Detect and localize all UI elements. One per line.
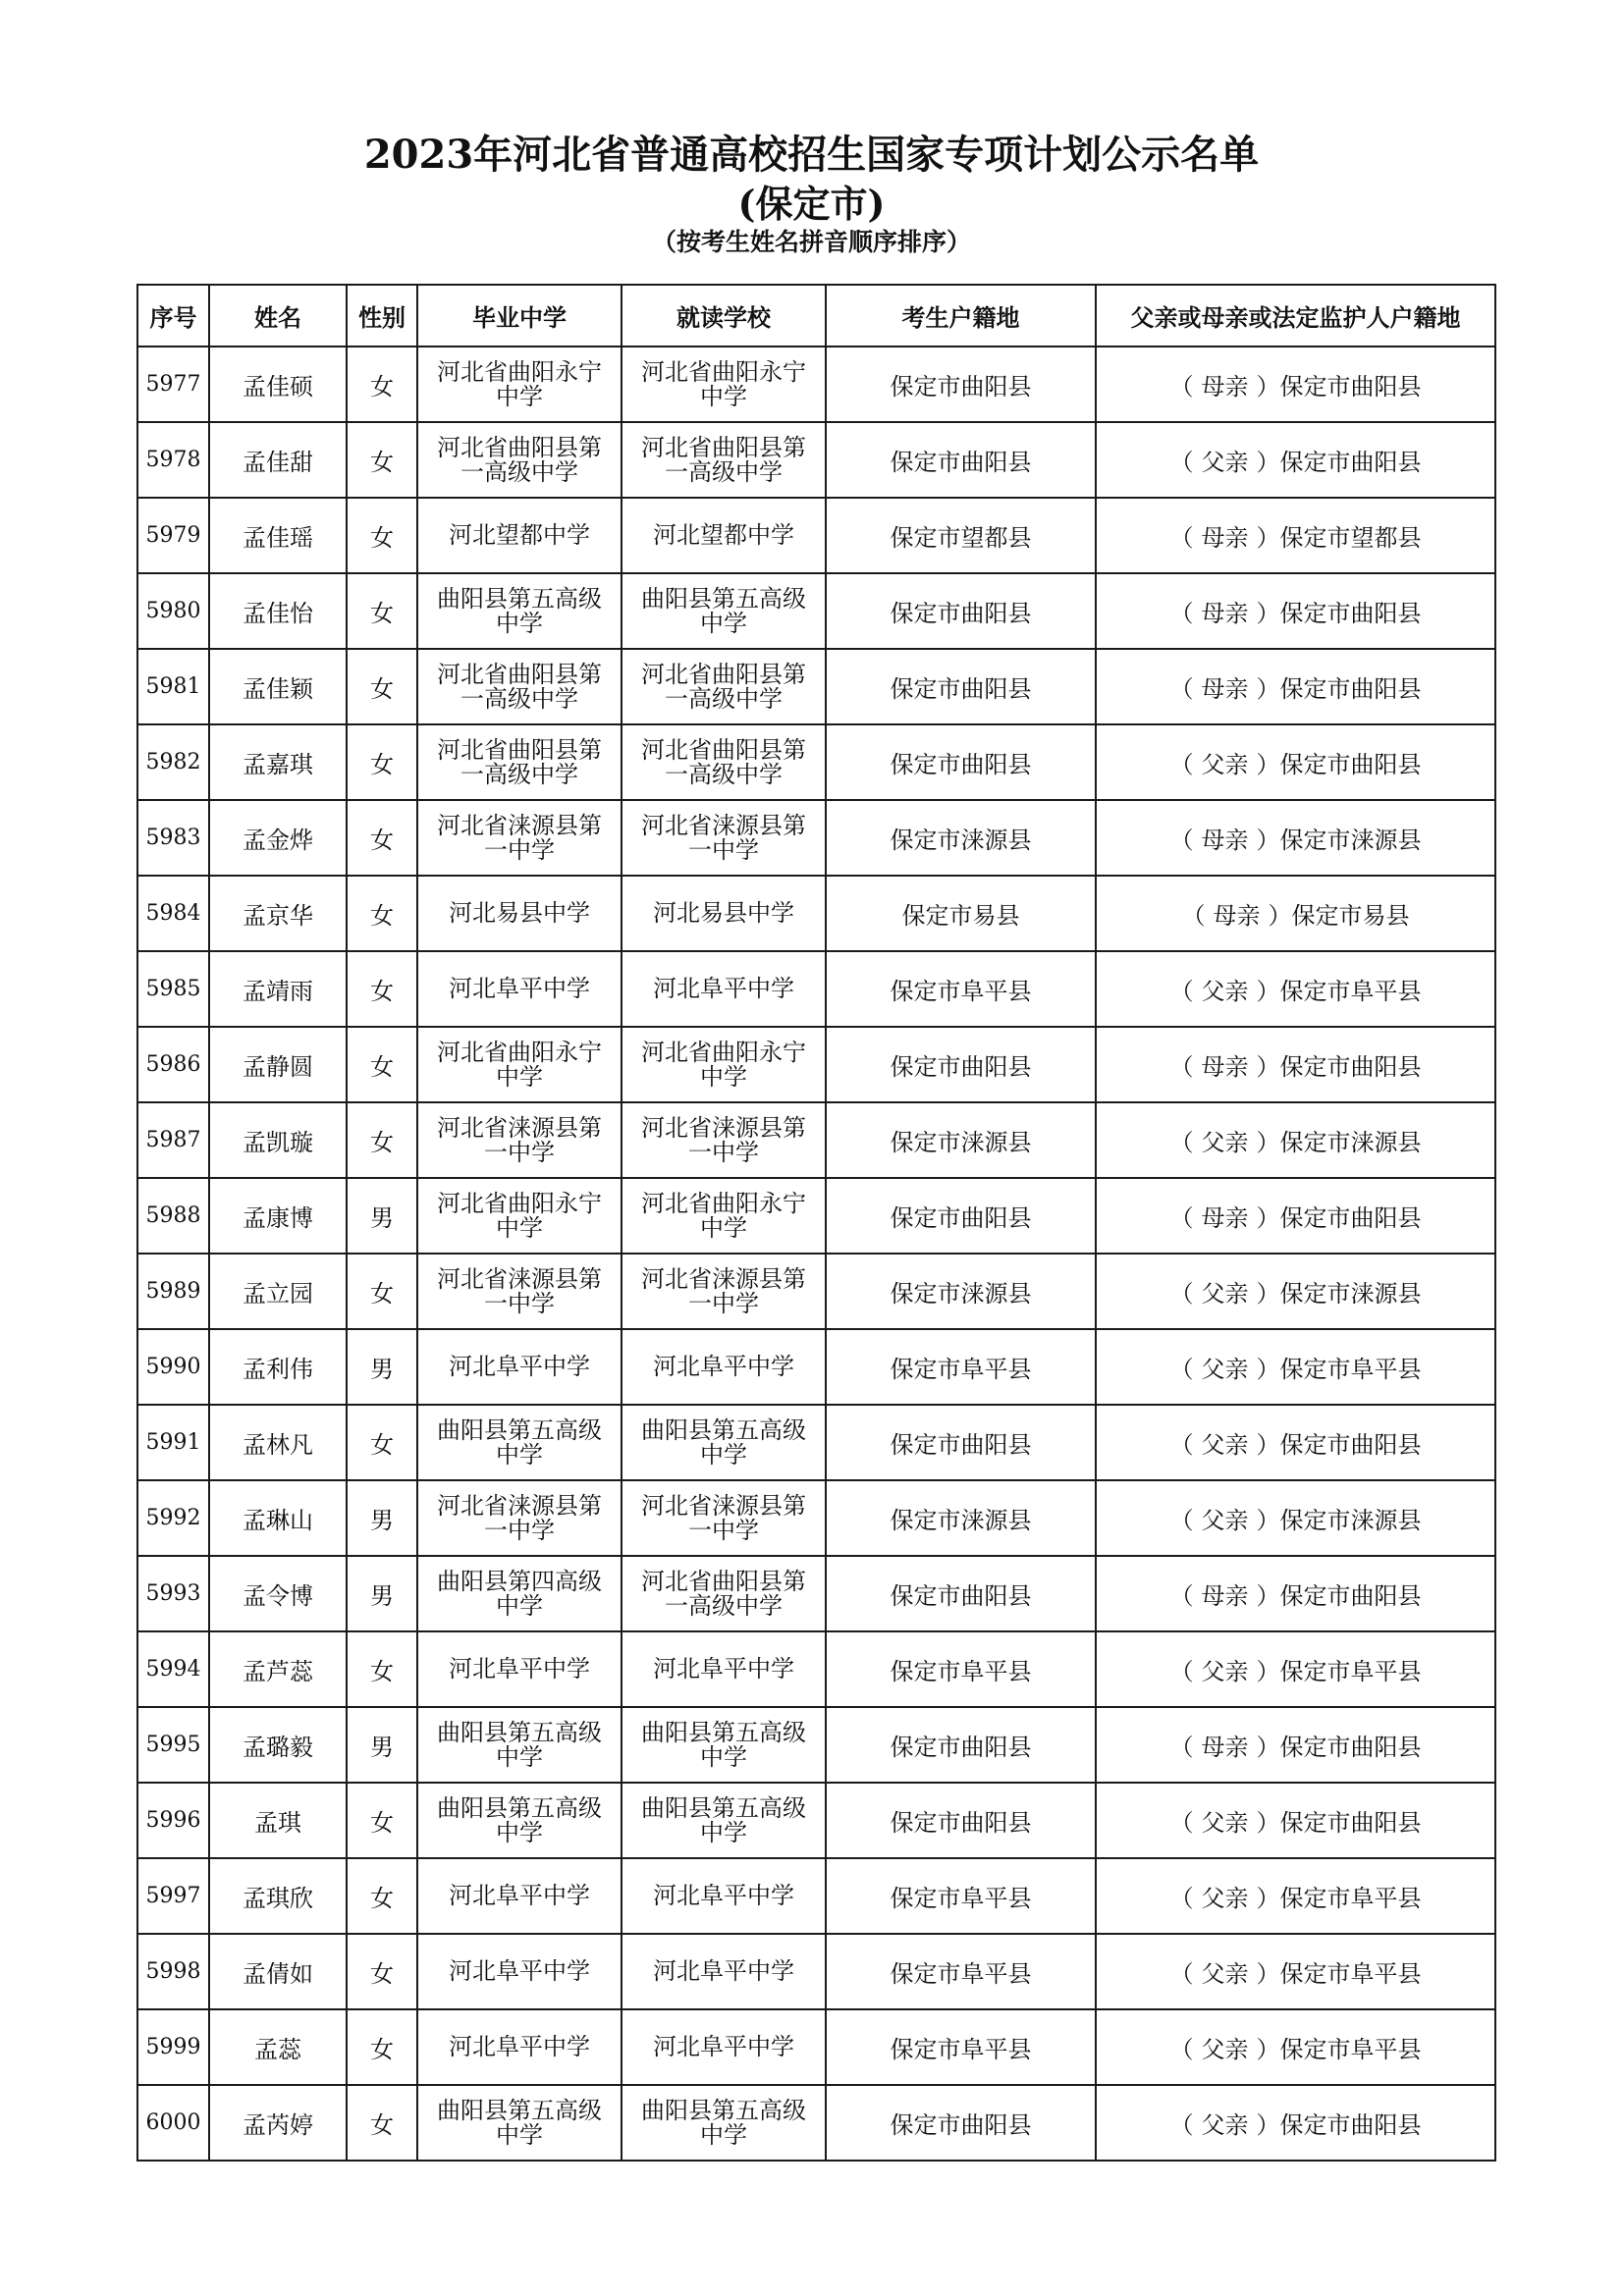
cell-parent-hukou: （ 母亲 ）保定市曲阳县 bbox=[1096, 1707, 1495, 1783]
cell-current-school: 河北省曲阳县第一高级中学 bbox=[622, 422, 826, 498]
parent-relation: 父亲 bbox=[1201, 751, 1249, 778]
cell-graduation-school: 曲阳县第四高级中学 bbox=[417, 1556, 622, 1631]
cell-graduation-school: 河北阜平中学 bbox=[417, 1631, 622, 1707]
cell-gender: 女 bbox=[347, 347, 417, 422]
cell-graduation-school: 河北阜平中学 bbox=[417, 2009, 622, 2085]
cell-current-school: 河北省曲阳县第一高级中学 bbox=[622, 649, 826, 724]
cell-parent-hukou: （ 父亲 ）保定市涞源县 bbox=[1096, 1254, 1495, 1329]
cell-parent-hukou: （ 父亲 ）保定市阜平县 bbox=[1096, 1631, 1495, 1707]
cell-name: 孟靖雨 bbox=[209, 951, 347, 1027]
cell-parent-hukou: （ 父亲 ）保定市阜平县 bbox=[1096, 1329, 1495, 1405]
cell-name: 孟静圆 bbox=[209, 1027, 347, 1102]
table-row bbox=[137, 2085, 1495, 2161]
cell-graduation-school: 曲阳县第五高级中学 bbox=[417, 573, 622, 649]
parent-relation: 父亲 bbox=[1201, 449, 1249, 476]
cell-serial: 5997 bbox=[137, 1858, 209, 1934]
cell-name: 孟佳硕 bbox=[209, 347, 347, 422]
table-row bbox=[137, 1027, 1495, 1102]
column-header: 父亲或母亲或法定监护人户籍地 bbox=[1096, 285, 1495, 347]
cell-name: 孟蕊 bbox=[209, 2009, 347, 2085]
table-row bbox=[137, 649, 1495, 724]
cell-student-hukou: 保定市望都县 bbox=[826, 498, 1096, 573]
parent-hukou-location: 保定市曲阳县 bbox=[1279, 600, 1422, 627]
cell-serial: 5984 bbox=[137, 876, 209, 951]
cell-name: 孟凯璇 bbox=[209, 1102, 347, 1178]
cell-current-school: 河北阜平中学 bbox=[622, 2009, 826, 2085]
parent-hukou-location: 保定市曲阳县 bbox=[1279, 373, 1422, 400]
cell-parent-hukou: （ 父亲 ）保定市涞源县 bbox=[1096, 1102, 1495, 1178]
parent-relation: 父亲 bbox=[1201, 1960, 1249, 1988]
column-header: 姓名 bbox=[209, 285, 347, 347]
parent-hukou-location: 保定市阜平县 bbox=[1279, 1658, 1422, 1685]
cell-parent-hukou: （ 父亲 ）保定市阜平县 bbox=[1096, 1934, 1495, 2009]
parent-hukou-location: 保定市阜平县 bbox=[1279, 1960, 1422, 1988]
cell-current-school: 河北省涞源县第一中学 bbox=[622, 1102, 826, 1178]
table-row bbox=[137, 1783, 1495, 1858]
cell-serial: 5986 bbox=[137, 1027, 209, 1102]
cell-current-school: 河北省曲阳永宁中学 bbox=[622, 1178, 826, 1254]
parent-relation: 父亲 bbox=[1201, 1129, 1249, 1156]
table-row bbox=[137, 573, 1495, 649]
parent-relation: 父亲 bbox=[1201, 2036, 1249, 2063]
cell-graduation-school: 河北阜平中学 bbox=[417, 1858, 622, 1934]
cell-parent-hukou: （ 母亲 ）保定市易县 bbox=[1096, 876, 1495, 951]
cell-gender: 女 bbox=[347, 498, 417, 573]
cell-graduation-school: 河北阜平中学 bbox=[417, 951, 622, 1027]
cell-serial: 5989 bbox=[137, 1254, 209, 1329]
cell-name: 孟璐毅 bbox=[209, 1707, 347, 1783]
cell-serial: 5991 bbox=[137, 1405, 209, 1480]
cell-student-hukou: 保定市阜平县 bbox=[826, 1329, 1096, 1405]
cell-student-hukou: 保定市曲阳县 bbox=[826, 1405, 1096, 1480]
cell-parent-hukou: （ 母亲 ）保定市曲阳县 bbox=[1096, 1027, 1495, 1102]
cell-serial: 5983 bbox=[137, 800, 209, 876]
parent-relation: 母亲 bbox=[1201, 827, 1249, 854]
parent-hukou-location: 保定市涞源县 bbox=[1279, 1129, 1422, 1156]
cell-serial: 5981 bbox=[137, 649, 209, 724]
cell-current-school: 河北省涞源县第一中学 bbox=[622, 1254, 826, 1329]
parent-relation: 父亲 bbox=[1201, 978, 1249, 1005]
cell-student-hukou: 保定市阜平县 bbox=[826, 951, 1096, 1027]
cell-parent-hukou: （ 父亲 ）保定市阜平县 bbox=[1096, 951, 1495, 1027]
sort-note: （按考生姓名拼音顺序排序） bbox=[651, 228, 971, 256]
parent-hukou-location: 保定市易县 bbox=[1291, 902, 1410, 930]
cell-student-hukou: 保定市曲阳县 bbox=[826, 347, 1096, 422]
cell-parent-hukou: （ 母亲 ）保定市涞源县 bbox=[1096, 800, 1495, 876]
cell-gender: 男 bbox=[347, 1480, 417, 1556]
cell-name: 孟林凡 bbox=[209, 1405, 347, 1480]
cell-graduation-school: 曲阳县第五高级中学 bbox=[417, 1405, 622, 1480]
cell-serial: 5987 bbox=[137, 1102, 209, 1178]
cell-parent-hukou: （ 父亲 ）保定市阜平县 bbox=[1096, 2009, 1495, 2085]
column-header: 考生户籍地 bbox=[826, 285, 1096, 347]
cell-current-school: 河北省曲阳县第一高级中学 bbox=[622, 1556, 826, 1631]
parent-relation: 父亲 bbox=[1201, 1356, 1249, 1383]
parent-hukou-location: 保定市曲阳县 bbox=[1279, 751, 1422, 778]
cell-current-school: 河北阜平中学 bbox=[622, 1934, 826, 2009]
cell-parent-hukou: （ 父亲 ）保定市阜平县 bbox=[1096, 1858, 1495, 1934]
cell-gender: 女 bbox=[347, 1858, 417, 1934]
cell-parent-hukou: （ 父亲 ）保定市曲阳县 bbox=[1096, 1405, 1495, 1480]
parent-hukou-location: 保定市涞源县 bbox=[1279, 827, 1422, 854]
cell-student-hukou: 保定市曲阳县 bbox=[826, 649, 1096, 724]
cell-serial: 5996 bbox=[137, 1783, 209, 1858]
cell-current-school: 河北易县中学 bbox=[622, 876, 826, 951]
parent-hukou-location: 保定市阜平县 bbox=[1279, 978, 1422, 1005]
cell-parent-hukou: （ 母亲 ）保定市曲阳县 bbox=[1096, 1178, 1495, 1254]
cell-current-school: 曲阳县第五高级中学 bbox=[622, 1405, 826, 1480]
cell-graduation-school: 曲阳县第五高级中学 bbox=[417, 1783, 622, 1858]
cell-student-hukou: 保定市曲阳县 bbox=[826, 573, 1096, 649]
cell-gender: 女 bbox=[347, 1405, 417, 1480]
table-row bbox=[137, 951, 1495, 1027]
cell-gender: 女 bbox=[347, 800, 417, 876]
cell-parent-hukou: （ 父亲 ）保定市曲阳县 bbox=[1096, 422, 1495, 498]
cell-current-school: 曲阳县第五高级中学 bbox=[622, 2085, 826, 2161]
table-row bbox=[137, 1102, 1495, 1178]
cell-current-school: 河北阜平中学 bbox=[622, 1631, 826, 1707]
cell-current-school: 河北省曲阳永宁中学 bbox=[622, 347, 826, 422]
parent-relation: 母亲 bbox=[1201, 1053, 1249, 1081]
cell-graduation-school: 河北省曲阳县第一高级中学 bbox=[417, 422, 622, 498]
parent-hukou-location: 保定市曲阳县 bbox=[1279, 1431, 1422, 1459]
cell-graduation-school: 河北省曲阳永宁中学 bbox=[417, 1178, 622, 1254]
cell-current-school: 曲阳县第五高级中学 bbox=[622, 1783, 826, 1858]
parent-hukou-location: 保定市曲阳县 bbox=[1279, 449, 1422, 476]
parent-relation: 母亲 bbox=[1201, 675, 1249, 703]
cell-serial: 5990 bbox=[137, 1329, 209, 1405]
parent-hukou-location: 保定市望都县 bbox=[1279, 524, 1422, 552]
cell-student-hukou: 保定市曲阳县 bbox=[826, 422, 1096, 498]
parent-hukou-location: 保定市曲阳县 bbox=[1279, 1809, 1422, 1837]
parent-hukou-location: 保定市曲阳县 bbox=[1279, 1204, 1422, 1232]
parent-relation: 父亲 bbox=[1201, 1809, 1249, 1837]
cell-gender: 女 bbox=[347, 573, 417, 649]
parent-relation: 母亲 bbox=[1213, 902, 1261, 930]
cell-student-hukou: 保定市曲阳县 bbox=[826, 1178, 1096, 1254]
parent-relation: 母亲 bbox=[1201, 1734, 1249, 1761]
cell-graduation-school: 河北望都中学 bbox=[417, 498, 622, 573]
cell-name: 孟康博 bbox=[209, 1178, 347, 1254]
cell-current-school: 河北省涞源县第一中学 bbox=[622, 1480, 826, 1556]
table-row bbox=[137, 347, 1495, 422]
cell-graduation-school: 河北省涞源县第一中学 bbox=[417, 800, 622, 876]
cell-serial: 5999 bbox=[137, 2009, 209, 2085]
cell-name: 孟利伟 bbox=[209, 1329, 347, 1405]
table-row bbox=[137, 1934, 1495, 2009]
cell-current-school: 河北阜平中学 bbox=[622, 951, 826, 1027]
table-row bbox=[137, 1480, 1495, 1556]
cell-student-hukou: 保定市涞源县 bbox=[826, 1480, 1096, 1556]
page-subtitle: (保定市) bbox=[737, 182, 886, 226]
cell-graduation-school: 河北省曲阳永宁中学 bbox=[417, 347, 622, 422]
cell-student-hukou: 保定市曲阳县 bbox=[826, 1027, 1096, 1102]
cell-serial: 6000 bbox=[137, 2085, 209, 2161]
cell-serial: 5977 bbox=[137, 347, 209, 422]
cell-serial: 5995 bbox=[137, 1707, 209, 1783]
cell-gender: 女 bbox=[347, 649, 417, 724]
cell-gender: 女 bbox=[347, 724, 417, 800]
table-row bbox=[137, 724, 1495, 800]
table-row bbox=[137, 1556, 1495, 1631]
cell-graduation-school: 河北省曲阳永宁中学 bbox=[417, 1027, 622, 1102]
table-row bbox=[137, 1178, 1495, 1254]
parent-relation: 父亲 bbox=[1201, 1280, 1249, 1308]
cell-current-school: 河北省曲阳永宁中学 bbox=[622, 1027, 826, 1102]
cell-student-hukou: 保定市涞源县 bbox=[826, 1254, 1096, 1329]
cell-gender: 男 bbox=[347, 1707, 417, 1783]
cell-student-hukou: 保定市阜平县 bbox=[826, 1934, 1096, 2009]
cell-parent-hukou: （ 母亲 ）保定市曲阳县 bbox=[1096, 649, 1495, 724]
cell-name: 孟嘉琪 bbox=[209, 724, 347, 800]
cell-current-school: 河北省曲阳县第一高级中学 bbox=[622, 724, 826, 800]
table-header-row bbox=[137, 285, 1495, 347]
cell-graduation-school: 河北省涞源县第一中学 bbox=[417, 1480, 622, 1556]
cell-gender: 男 bbox=[347, 1178, 417, 1254]
cell-gender: 女 bbox=[347, 2085, 417, 2161]
cell-serial: 5982 bbox=[137, 724, 209, 800]
table-row bbox=[137, 1405, 1495, 1480]
cell-name: 孟琪欣 bbox=[209, 1858, 347, 1934]
cell-parent-hukou: （ 父亲 ）保定市涞源县 bbox=[1096, 1480, 1495, 1556]
cell-gender: 女 bbox=[347, 951, 417, 1027]
cell-gender: 女 bbox=[347, 1783, 417, 1858]
table-row bbox=[137, 2009, 1495, 2085]
cell-graduation-school: 河北省涞源县第一中学 bbox=[417, 1102, 622, 1178]
parent-hukou-location: 保定市曲阳县 bbox=[1279, 2111, 1422, 2139]
parent-relation: 母亲 bbox=[1201, 600, 1249, 627]
parent-relation: 母亲 bbox=[1201, 373, 1249, 400]
cell-name: 孟佳颖 bbox=[209, 649, 347, 724]
cell-current-school: 河北阜平中学 bbox=[622, 1858, 826, 1934]
cell-gender: 女 bbox=[347, 1934, 417, 2009]
parent-hukou-location: 保定市曲阳县 bbox=[1279, 1053, 1422, 1081]
cell-student-hukou: 保定市涞源县 bbox=[826, 800, 1096, 876]
cell-student-hukou: 保定市易县 bbox=[826, 876, 1096, 951]
cell-gender: 男 bbox=[347, 1556, 417, 1631]
cell-gender: 女 bbox=[347, 422, 417, 498]
cell-name: 孟佳怡 bbox=[209, 573, 347, 649]
parent-hukou-location: 保定市曲阳县 bbox=[1279, 675, 1422, 703]
table-row bbox=[137, 1631, 1495, 1707]
cell-student-hukou: 保定市曲阳县 bbox=[826, 2085, 1096, 2161]
cell-graduation-school: 曲阳县第五高级中学 bbox=[417, 2085, 622, 2161]
table-row bbox=[137, 1329, 1495, 1405]
cell-parent-hukou: （ 父亲 ）保定市曲阳县 bbox=[1096, 724, 1495, 800]
cell-student-hukou: 保定市曲阳县 bbox=[826, 724, 1096, 800]
cell-current-school: 河北省涞源县第一中学 bbox=[622, 800, 826, 876]
parent-hukou-location: 保定市涞源县 bbox=[1279, 1280, 1422, 1308]
table-row bbox=[137, 876, 1495, 951]
cell-gender: 女 bbox=[347, 1254, 417, 1329]
cell-serial: 5994 bbox=[137, 1631, 209, 1707]
cell-parent-hukou: （ 母亲 ）保定市望都县 bbox=[1096, 498, 1495, 573]
cell-graduation-school: 河北易县中学 bbox=[417, 876, 622, 951]
cell-graduation-school: 河北省曲阳县第一高级中学 bbox=[417, 724, 622, 800]
cell-current-school: 曲阳县第五高级中学 bbox=[622, 573, 826, 649]
cell-name: 孟令博 bbox=[209, 1556, 347, 1631]
parent-relation: 父亲 bbox=[1201, 2111, 1249, 2139]
parent-hukou-location: 保定市曲阳县 bbox=[1279, 1582, 1422, 1610]
cell-name: 孟琳山 bbox=[209, 1480, 347, 1556]
table-row bbox=[137, 1858, 1495, 1934]
cell-serial: 5988 bbox=[137, 1178, 209, 1254]
cell-parent-hukou: （ 母亲 ）保定市曲阳县 bbox=[1096, 573, 1495, 649]
cell-student-hukou: 保定市曲阳县 bbox=[826, 1783, 1096, 1858]
cell-graduation-school: 河北阜平中学 bbox=[417, 1329, 622, 1405]
cell-serial: 5992 bbox=[137, 1480, 209, 1556]
parent-relation: 父亲 bbox=[1201, 1507, 1249, 1534]
cell-parent-hukou: （ 母亲 ）保定市曲阳县 bbox=[1096, 347, 1495, 422]
table-row bbox=[137, 800, 1495, 876]
cell-current-school: 河北阜平中学 bbox=[622, 1329, 826, 1405]
cell-name: 孟立园 bbox=[209, 1254, 347, 1329]
table-row bbox=[137, 498, 1495, 573]
cell-gender: 女 bbox=[347, 1102, 417, 1178]
cell-name: 孟佳瑶 bbox=[209, 498, 347, 573]
cell-serial: 5980 bbox=[137, 573, 209, 649]
cell-student-hukou: 保定市阜平县 bbox=[826, 2009, 1096, 2085]
cell-name: 孟京华 bbox=[209, 876, 347, 951]
parent-relation: 母亲 bbox=[1201, 524, 1249, 552]
cell-current-school: 河北望都中学 bbox=[622, 498, 826, 573]
column-header: 性别 bbox=[347, 285, 417, 347]
cell-parent-hukou: （ 母亲 ）保定市曲阳县 bbox=[1096, 1556, 1495, 1631]
parent-hukou-location: 保定市曲阳县 bbox=[1279, 1734, 1422, 1761]
parent-relation: 父亲 bbox=[1201, 1885, 1249, 1912]
cell-name: 孟佳甜 bbox=[209, 422, 347, 498]
column-header: 就读学校 bbox=[622, 285, 826, 347]
roster-table bbox=[136, 284, 1496, 2162]
table-row bbox=[137, 1707, 1495, 1783]
cell-parent-hukou: （ 父亲 ）保定市曲阳县 bbox=[1096, 1783, 1495, 1858]
cell-serial: 5993 bbox=[137, 1556, 209, 1631]
parent-relation: 父亲 bbox=[1201, 1658, 1249, 1685]
cell-student-hukou: 保定市曲阳县 bbox=[826, 1707, 1096, 1783]
column-header: 序号 bbox=[137, 285, 209, 347]
parent-hukou-location: 保定市涞源县 bbox=[1279, 1507, 1422, 1534]
cell-serial: 5979 bbox=[137, 498, 209, 573]
parent-hukou-location: 保定市阜平县 bbox=[1279, 1356, 1422, 1383]
cell-student-hukou: 保定市涞源县 bbox=[826, 1102, 1096, 1178]
parent-relation: 父亲 bbox=[1201, 1431, 1249, 1459]
cell-graduation-school: 河北省曲阳县第一高级中学 bbox=[417, 649, 622, 724]
cell-student-hukou: 保定市阜平县 bbox=[826, 1858, 1096, 1934]
column-header: 毕业中学 bbox=[417, 285, 622, 347]
parent-relation: 母亲 bbox=[1201, 1582, 1249, 1610]
cell-current-school: 曲阳县第五高级中学 bbox=[622, 1707, 826, 1783]
page-title: 2023年河北省普通高校招生国家专项计划公示名单 bbox=[363, 132, 1260, 178]
table-row bbox=[137, 422, 1495, 498]
cell-name: 孟金烨 bbox=[209, 800, 347, 876]
cell-name: 孟芦蕊 bbox=[209, 1631, 347, 1707]
cell-serial: 5998 bbox=[137, 1934, 209, 2009]
parent-hukou-location: 保定市阜平县 bbox=[1279, 1885, 1422, 1912]
cell-gender: 女 bbox=[347, 876, 417, 951]
cell-parent-hukou: （ 父亲 ）保定市曲阳县 bbox=[1096, 2085, 1495, 2161]
cell-student-hukou: 保定市曲阳县 bbox=[826, 1556, 1096, 1631]
cell-gender: 女 bbox=[347, 1631, 417, 1707]
parent-hukou-location: 保定市阜平县 bbox=[1279, 2036, 1422, 2063]
cell-name: 孟倩如 bbox=[209, 1934, 347, 2009]
cell-serial: 5985 bbox=[137, 951, 209, 1027]
cell-graduation-school: 河北阜平中学 bbox=[417, 1934, 622, 2009]
table-row bbox=[137, 1254, 1495, 1329]
parent-relation: 母亲 bbox=[1201, 1204, 1249, 1232]
cell-graduation-school: 曲阳县第五高级中学 bbox=[417, 1707, 622, 1783]
cell-gender: 女 bbox=[347, 1027, 417, 1102]
cell-gender: 女 bbox=[347, 2009, 417, 2085]
cell-graduation-school: 河北省涞源县第一中学 bbox=[417, 1254, 622, 1329]
cell-name: 孟琪 bbox=[209, 1783, 347, 1858]
cell-student-hukou: 保定市阜平县 bbox=[826, 1631, 1096, 1707]
cell-name: 孟芮婷 bbox=[209, 2085, 347, 2161]
cell-gender: 男 bbox=[347, 1329, 417, 1405]
cell-serial: 5978 bbox=[137, 422, 209, 498]
